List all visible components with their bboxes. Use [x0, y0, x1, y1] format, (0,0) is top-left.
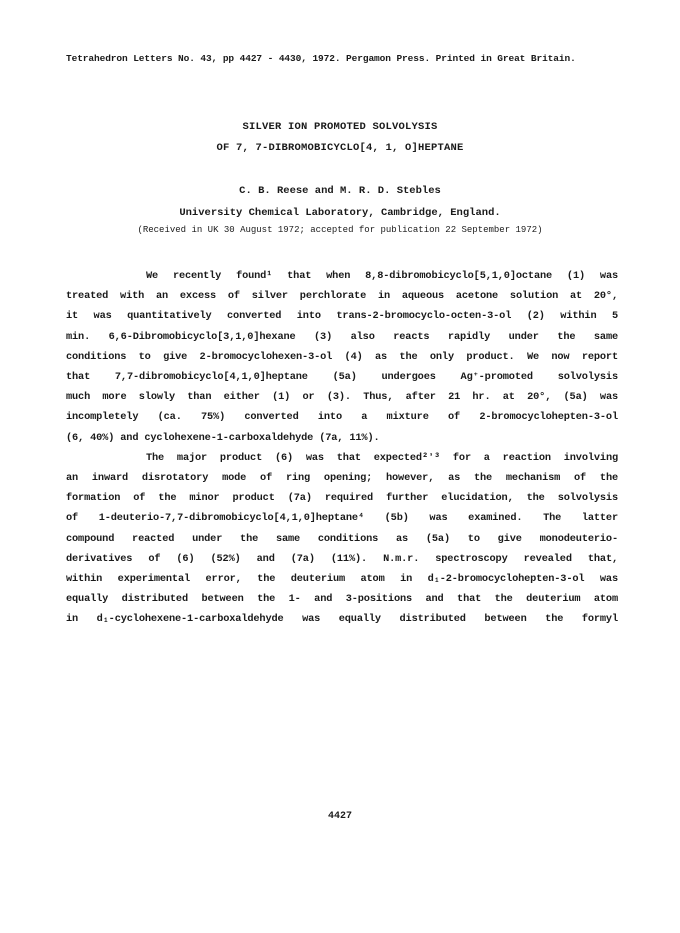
received-dates: (Received in UK 30 August 1972; accepted for publication 22 September 1972)	[137, 225, 543, 235]
author-block	[0, 180, 680, 224]
text-line: within experimental error, the deuterium atom in d₁-2-bromocyclohepten-3-ol was	[66, 573, 618, 586]
text-line: incompletely (ca. 75%) converted into a mixture of 2-bromocyclohepten-3-ol	[66, 411, 618, 424]
text-line: of 1-deuterio-7,7-dibromobicyclo[4,1,0]heptane⁴ (5b) was examined. The latter	[66, 512, 618, 525]
text-line: conditions to give 2-bromocyclohexen-3-ol (4) as the only product. We now report	[66, 350, 618, 363]
paragraph-1	[66, 266, 618, 448]
text-line: that 7,7-dibromobicyclo[4,1,0]heptane (5a) undergoes Ag⁺-promoted solvolysis	[66, 371, 618, 384]
text-line: derivatives of (6) (52%) and (7a) (11%). N.m.r. spectroscopy revealed that,	[66, 552, 618, 565]
journal-header: Tetrahedron Letters No. 43, pp 4427 - 4430, 1972. Pergamon Press. Printed in Great Britain.	[66, 53, 576, 64]
text-line: The major product (6) was that expected²ʼ³ for a reaction involving	[146, 451, 618, 464]
body-text	[66, 266, 618, 630]
text-line: (6, 40%) and cyclohexene-1-carboxaldehyde (7a, 11%).	[66, 431, 380, 444]
text-line: formation of the minor product (7a) required further elucidation, the solvolysis	[66, 492, 618, 505]
affiliation: University Chemical Laboratory, Cambridge, England.	[179, 207, 501, 219]
authors: C. B. Reese and M. R. D. Stebles	[239, 185, 441, 197]
text-line: much more slowly than either (1) or (3). Thus, after 21 hr. at 20°, (5a) was	[66, 391, 618, 404]
text-line: an inward disrotatory mode of ring opening; however, as the mechanism of the	[66, 472, 618, 485]
title-line-2: OF 7, 7-DIBROMOBICYCLO[4, 1, O]HEPTANE	[216, 142, 464, 154]
text-line: treated with an excess of silver perchlorate in aqueous acetone solution at 20°,	[66, 290, 618, 303]
text-line: min. 6,6-Dibromobicyclo[3,1,0]hexane (3) also reacts rapidly under the same	[66, 330, 618, 343]
text-line: equally distributed between the 1- and 3-positions and that the deuterium atom	[66, 593, 618, 606]
title-line-1: SILVER ION PROMOTED SOLVOLYSIS	[242, 121, 438, 133]
paragraph-2	[66, 448, 618, 630]
text-line: in d₁-cyclohexene-1-carboxaldehyde was equally distributed between the formyl	[66, 613, 618, 626]
text-line: compound reacted under the same conditions as (5a) to give monodeuterio-	[66, 532, 618, 545]
text-line: We recently found¹ that when 8,8-dibromobicyclo[5,1,0]octane (1) was	[146, 270, 618, 282]
page-number: 4427	[327, 811, 352, 822]
text-line: it was quantitatively converted into trans-2-bromocyclo-octen-3-ol (2) within 5	[66, 310, 618, 323]
paper-title	[0, 117, 680, 159]
